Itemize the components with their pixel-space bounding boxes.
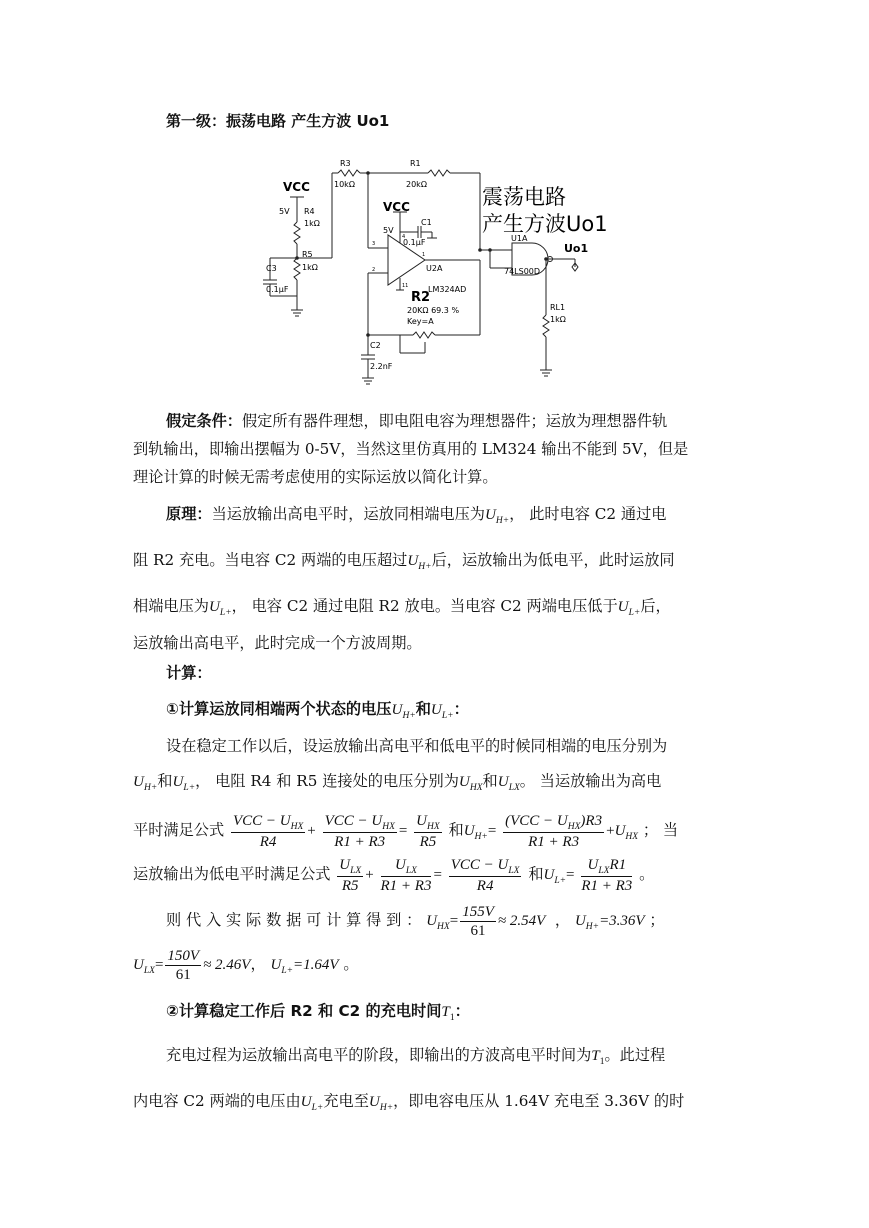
circuit-title-1: 震荡电路	[482, 185, 566, 209]
vcc-left-label: VCC	[283, 180, 310, 194]
assume-line-1: 假定条件：假定所有器件理想，即电阻电容为理想器件；运放为理想器件轨	[166, 412, 668, 430]
step1-heading: ①计算运放同相端两个状态的电压$U_{H+}$和$U_{L+}$：	[166, 700, 469, 721]
r1-label: R1	[410, 159, 421, 168]
u1a-label: U1A	[511, 234, 528, 243]
uo1-label: Uo1	[564, 242, 589, 255]
r2-value: 20KΩ 69.3 %	[407, 306, 460, 315]
u2a-label: U2A	[426, 264, 443, 273]
result-line-1: 则 代 入 实 际 数 据 可 计 算 得 到 ： $U_{HX}=$ $\frac{155V}{61}$ ≈ 2.54V ， $U_{H+}=3.36V$ ；	[166, 903, 665, 939]
calc-label: 计算：	[166, 664, 212, 682]
r4-value: 1kΩ	[304, 219, 320, 228]
lm324-label: LM324AD	[428, 285, 467, 294]
principle-line-3: 相端电压为$U_{L+}$， 电容 C2 通过电阻 R2 放电。当电容 C2 两端电压低于$U_{L+}$后，	[133, 597, 671, 618]
pin3-label: 3	[372, 241, 376, 247]
r4-label: R4	[304, 207, 315, 216]
step1-line-1: 设在稳定工作以后，设运放输出高电平和低电平的时候同相端的电压分别为	[166, 737, 668, 755]
principle-line-2: 阻 R2 充电。当电容 C2 两端的电压超过$U_{H+}$后，运放输出为低电平，此时运放同	[133, 551, 675, 572]
r3-label: R3	[340, 159, 351, 168]
5v-mid-label: 5V	[383, 226, 394, 235]
r5-value: 1kΩ	[302, 263, 318, 272]
section-heading: 第一级：振荡电路 产生方波 Uo1	[166, 112, 390, 130]
principle-line-1: 原理：当运放输出高电平时，运放同相端电压为$U_{H+}$， 此时电容 C2 通过电	[166, 505, 667, 526]
formula-low-line: 运放输出为低电平时满足公式 $\frac{U_{LX}}{R5}$ + $\frac{U_{LX}}{R1 + R3}$ = $\frac{VCC - U_{LX}}{R4}$ 和$U_{L+}=$ $\frac{U_{LX}R1}{R1 + R3}$ 。	[133, 856, 655, 894]
pin2-label: 2	[372, 267, 376, 273]
c2-label: C2	[370, 341, 381, 350]
rl1-value: 1kΩ	[550, 315, 566, 324]
principle-line-4: 运放输出高电平，此时完成一个方波周期。	[133, 634, 422, 652]
r3-value: 10kΩ	[334, 180, 355, 189]
result-line-2: $U_{LX}=$ $\frac{150V}{61}$ ≈ 2.46V， $U_{L+}=1.64V$ 。	[133, 947, 359, 983]
step2-line-1: 充电过程为运放输出高电平的阶段，即输出的方波高电平时间为$T_1$。此过程	[166, 1046, 666, 1067]
r1-value: 20kΩ	[406, 180, 427, 189]
c2-value: 2.2nF	[370, 362, 393, 371]
c1-value: 0.1µF	[403, 238, 426, 247]
circuit-title-2: 产生方波Uo1	[482, 212, 608, 236]
formula-high-line: 平时满足公式 $\frac{VCC - U_{HX}}{R4}$ + $\frac{VCC - U_{HX}}{R1 + R3}$ = $\frac{U_{HX}}{R5}$ 和$U_{H+}=$ $\frac{(VCC - U_{HX})R3}{R1 + R3}$ $+U_{HX}$ ； 当	[133, 812, 679, 850]
ls00-label: 74LS00D	[504, 267, 541, 276]
pin1-label: 1	[422, 252, 426, 258]
r2-label: R2	[411, 290, 431, 305]
assume-line-3: 理论计算的时候无需考虑使用的实际运放以简化计算。	[133, 468, 498, 486]
c1-label: C1	[421, 218, 432, 227]
rl1-label: RL1	[550, 303, 566, 312]
vcc-mid-label: VCC	[383, 200, 410, 214]
c3-label: C3	[266, 264, 277, 273]
r5-label: R5	[302, 250, 313, 259]
5v-left-label: 5V	[279, 207, 290, 216]
assume-line-2: 到轨输出，即输出摆幅为 0-5V，当然这里仿真用的 LM324 输出不能到 5V，但是	[133, 440, 689, 458]
r2-key: Key=A	[407, 317, 434, 326]
step2-heading: ②计算稳定工作后 R2 和 C2 的充电时间$T_1$：	[166, 1002, 470, 1023]
oscillator-schematic	[250, 150, 650, 400]
step2-line-2: 内电容 C2 两端的电压由$U_{L+}$充电至$U_{H+}$，即电容电压从 1.64V 充电至 3.36V 的时	[133, 1092, 685, 1113]
pin11-label: 11	[402, 283, 409, 289]
pin4-label: 4	[402, 234, 406, 240]
step1-line-2: $U_{H+}$和$U_{L+}$， 电阻 R4 和 R5 连接处的电压分别为$U_{HX}$和$U_{LX}$。 当运放输出为高电	[133, 772, 662, 793]
c3-value: 0.1µF	[266, 285, 289, 294]
